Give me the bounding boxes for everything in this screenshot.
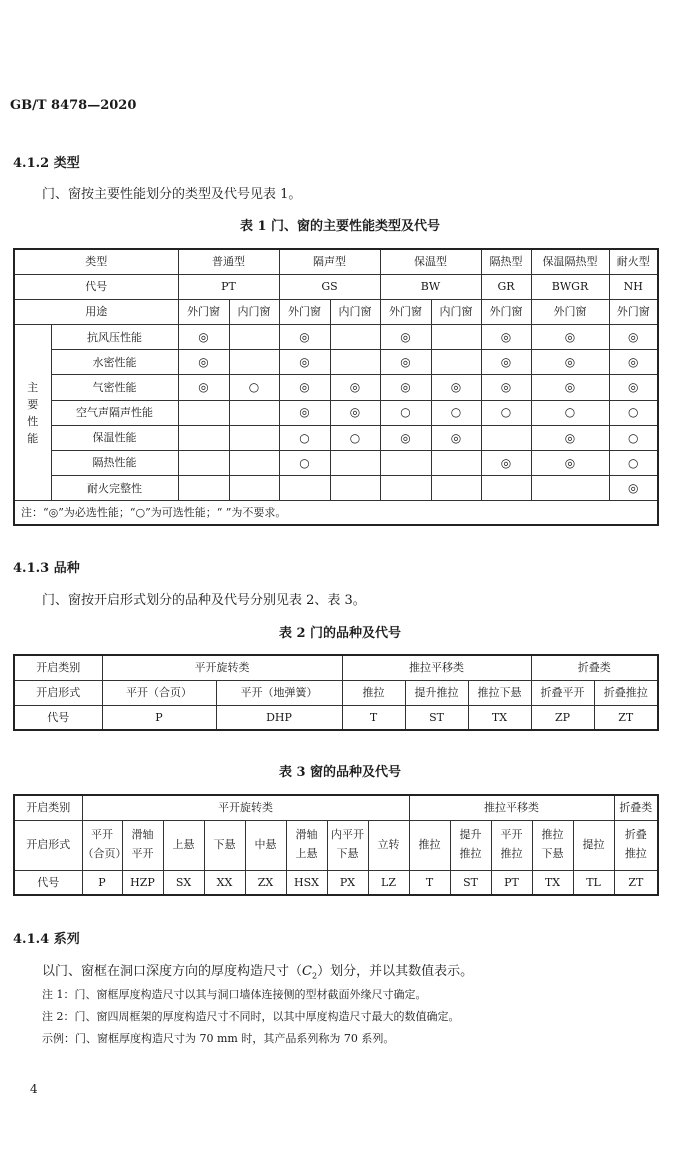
table2-caption: 表 2 门的品种及代号 [278,626,402,641]
symbol-cell [330,450,380,475]
table-row [14,375,658,400]
symbol-cell [380,476,431,501]
form-line: 内平开 [331,828,364,842]
table-row [14,680,658,705]
code-cell: T [342,705,405,730]
table-row [14,325,658,350]
table-row [14,705,658,730]
header-cell: 代号 [14,870,82,895]
symbol-cell: ◎ [178,375,229,400]
form-line: 上悬 [172,837,195,851]
form-line: 平开 [91,828,113,842]
symbol-cell: ◎ [178,325,229,350]
code-cell: GS [279,274,380,299]
table-row [14,249,658,274]
form-line: 推拉 [459,847,482,860]
form-cell [491,820,532,870]
symbol-cell: ◎ [330,375,380,400]
type-cell: 耐火型 [609,249,658,274]
use-cell: 外门窗 [380,299,431,324]
type-cell: 保温型 [380,249,481,274]
symbol-cell: ◎ [481,450,531,475]
symbol-cell: ◎ [380,350,431,375]
symbol-cell: ○ [609,450,658,475]
table-1 [13,248,659,526]
table1-body [14,249,658,525]
table2-body [14,655,658,730]
section-heading-413: 4.1.3 品种 [13,561,80,576]
symbol-cell: ◎ [380,325,431,350]
section-para-413: 门、窗按开启形式划分的品种及代号分别见表 2、表 3。 [42,593,366,608]
type-cell: 隔声型 [279,249,380,274]
table-row [14,795,658,820]
use-cell: 内门窗 [330,299,380,324]
use-cell: 外门窗 [481,299,531,324]
para-prefix: 以门、窗框在洞口深度方向的厚度构造尺寸（ [42,964,303,979]
header-cell: 开启类别 [14,655,102,680]
header-cell: 用途 [14,299,178,324]
table3-caption: 表 3 窗的品种及代号 [278,765,402,780]
form-cell [368,820,409,870]
form-cell: 折叠推拉 [594,680,658,705]
type-cell: 隔热型 [481,249,531,274]
group-label-cell [14,325,51,501]
header-cell: 代号 [14,705,102,730]
form-cell [245,820,286,870]
note-1: 注 1：门、窗框厚度构造尺寸以其与洞口墙体连接侧的型材截面外缘尺寸确定。 [42,988,427,1001]
form-cell [204,820,245,870]
symbol-cell: ◎ [431,375,481,400]
symbol-cell [279,476,330,501]
code-cell: ST [405,705,468,730]
symbol-cell [481,425,531,450]
form-cell: 折叠平开 [531,680,594,705]
table-row [14,450,658,475]
table-row [14,350,658,375]
symbol-cell: ◎ [531,325,609,350]
use-cell: 外门窗 [531,299,609,324]
form-cell: 平开（地弹簧） [216,680,342,705]
form-line: 立转 [377,837,400,851]
symbol-cell: ◎ [431,425,481,450]
form-line: 上悬 [295,847,318,860]
table-row [14,501,658,525]
form-cell: 提升推拉 [405,680,468,705]
group-label: 主 要 性 能 [27,380,39,445]
symbol-cell: ◎ [531,425,609,450]
code-cell: P [82,870,122,895]
performance-name: 抗风压性能 [51,325,178,350]
example-note: 示例：门、窗框厚度构造尺寸为 70 mm 时，其产品系列称为 70 系列。 [42,1032,395,1045]
use-cell: 外门窗 [279,299,330,324]
symbol-cell [431,350,481,375]
symbol-cell: ○ [279,425,330,450]
form-cell [532,820,573,870]
symbol-cell [229,450,279,475]
code-cell: BW [380,274,481,299]
table-3 [13,794,659,896]
use-cell: 外门窗 [178,299,229,324]
form-cell [82,820,127,870]
table-row [14,425,658,450]
symbol-cell: ○ [279,450,330,475]
table-note: 注：“◎”为必选性能；“○”为可选性能；“ ”为不要求。 [14,501,658,525]
code-cell: GR [481,274,531,299]
category-cell: 推拉平移类 [342,655,531,680]
form-cell: 推拉下悬 [468,680,531,705]
code-cell: DHP [216,705,342,730]
header-cell: 开启形式 [14,820,82,870]
symbol-cell [531,476,609,501]
symbol-cell: ◎ [481,350,531,375]
use-cell: 内门窗 [229,299,279,324]
table-row [14,655,658,680]
form-line: 推拉 [418,837,441,851]
symbol-cell: ◎ [609,350,658,375]
code-cell: ZP [531,705,594,730]
category-cell: 折叠类 [531,655,658,680]
symbol-cell: ◎ [279,400,330,425]
table1-caption: 表 1 门、窗的主要性能类型及代号 [239,219,441,234]
use-cell: 内门窗 [431,299,481,324]
symbol-cell [380,450,431,475]
type-cell: 保温隔热型 [531,249,609,274]
section-heading-414: 4.1.4 系列 [13,932,80,947]
category-cell: 平开旋转类 [82,795,409,820]
header-cell: 类型 [14,249,178,274]
symbol-cell: ◎ [609,325,658,350]
symbol-cell: ○ [380,400,431,425]
symbol-cell: ○ [330,425,380,450]
page-number: 4 [30,1082,38,1096]
code-cell: TX [532,870,573,895]
form-line: 下悬 [541,847,564,860]
symbol-cell: ◎ [279,375,330,400]
form-line: 平开 [131,847,154,860]
performance-name: 水密性能 [51,350,178,375]
symbol-cell [229,325,279,350]
form-line: 滑轴 [295,828,318,842]
table-row [14,476,658,501]
form-line: 下悬 [213,837,236,851]
form-cell: 平开（合页） [102,680,216,705]
code-cell: NH [609,274,658,299]
symbol-cell: ○ [531,400,609,425]
form-line: 提升 [459,828,482,842]
code-cell: BWGR [531,274,609,299]
code-cell: XX [204,870,245,895]
symbol-cell: ◎ [531,375,609,400]
para-variable: C [302,964,312,979]
symbol-cell: ◎ [330,400,380,425]
code-cell: ST [450,870,491,895]
symbol-cell: ◎ [609,476,658,501]
symbol-cell: ◎ [609,375,658,400]
form-line: 推拉 [541,828,564,842]
form-line: 下悬 [336,847,359,860]
symbol-cell: ◎ [279,350,330,375]
type-cell: 普通型 [178,249,279,274]
use-cell: 外门窗 [609,299,658,324]
symbol-cell [229,400,279,425]
performance-name: 气密性能 [51,375,178,400]
code-cell: TX [468,705,531,730]
form-cell [573,820,614,870]
symbol-cell [178,400,229,425]
table3-body [14,795,658,895]
code-cell: ZX [245,870,286,895]
header-cell: 开启类别 [14,795,82,820]
category-cell: 平开旋转类 [102,655,342,680]
symbol-cell: ◎ [279,325,330,350]
code-cell: HZP [122,870,163,895]
symbol-cell: ○ [431,400,481,425]
symbol-cell: ◎ [178,350,229,375]
symbol-cell [229,350,279,375]
performance-name: 隔热性能 [51,450,178,475]
form-cell [450,820,491,870]
form-cell [286,820,327,870]
symbol-cell [178,476,229,501]
form-line: 滑轴 [131,828,154,842]
code-cell: P [102,705,216,730]
code-cell: HSX [286,870,327,895]
table-2 [13,654,659,731]
code-cell: TL [573,870,614,895]
code-cell: ZT [614,870,658,895]
table-row [14,274,658,299]
symbol-cell [330,325,380,350]
symbol-cell: ○ [609,425,658,450]
symbol-cell [178,425,229,450]
form-cell [163,820,204,870]
symbol-cell: ○ [481,400,531,425]
symbol-cell [431,325,481,350]
symbol-cell [229,425,279,450]
performance-name: 耐火完整性 [51,476,178,501]
code-cell: ZT [594,705,658,730]
form-line: 平开 [500,828,523,842]
form-cell [409,820,450,870]
symbol-cell [431,450,481,475]
code-cell: PT [491,870,532,895]
form-line: 中悬 [254,837,277,851]
section-para-414 [42,960,473,981]
form-line: 提拉 [582,837,605,851]
code-cell: PT [178,274,279,299]
symbol-cell: ◎ [531,450,609,475]
header-cell: 代号 [14,274,178,299]
section-heading-412: 4.1.2 类型 [13,156,80,171]
code-cell: SX [163,870,204,895]
symbol-cell: ○ [609,400,658,425]
symbol-cell: ◎ [481,325,531,350]
category-cell: 折叠类 [614,795,658,820]
form-cell [614,820,658,870]
symbol-cell [431,476,481,501]
symbol-cell: ◎ [531,350,609,375]
table-row [14,400,658,425]
symbol-cell: ○ [229,375,279,400]
table-row [14,820,658,870]
symbol-cell [481,476,531,501]
performance-name: 空气声隔声性能 [51,400,178,425]
symbol-cell [229,476,279,501]
code-cell: PX [327,870,368,895]
symbol-cell [330,350,380,375]
code-cell: T [409,870,450,895]
performance-name: 保温性能 [51,425,178,450]
form-cell [122,820,163,870]
standard-number: GB/T 8478—2020 [10,98,137,113]
note-2: 注 2：门、窗四周框架的厚度构造尺寸不同时，以其中厚度构造尺寸最大的数值确定。 [42,1010,460,1023]
header-cell: 开启形式 [14,680,102,705]
para-suffix: ）划分，并以其数值表示。 [317,964,474,979]
code-cell: LZ [368,870,409,895]
symbol-cell [178,450,229,475]
symbol-cell: ◎ [380,375,431,400]
symbol-cell: ◎ [380,425,431,450]
symbol-cell [330,476,380,501]
table-row [14,870,658,895]
form-cell: 推拉 [342,680,405,705]
form-line: （合页） [82,847,127,860]
table-row [14,299,658,324]
category-cell: 推拉平移类 [409,795,614,820]
symbol-cell: ◎ [481,375,531,400]
form-line: 推拉 [500,847,523,860]
form-cell [327,820,368,870]
form-line: 推拉 [624,847,647,860]
form-line: 折叠 [624,828,647,842]
para-subscript: 2 [311,971,318,981]
section-para-412: 门、窗按主要性能划分的类型及代号见表 1。 [42,187,302,202]
